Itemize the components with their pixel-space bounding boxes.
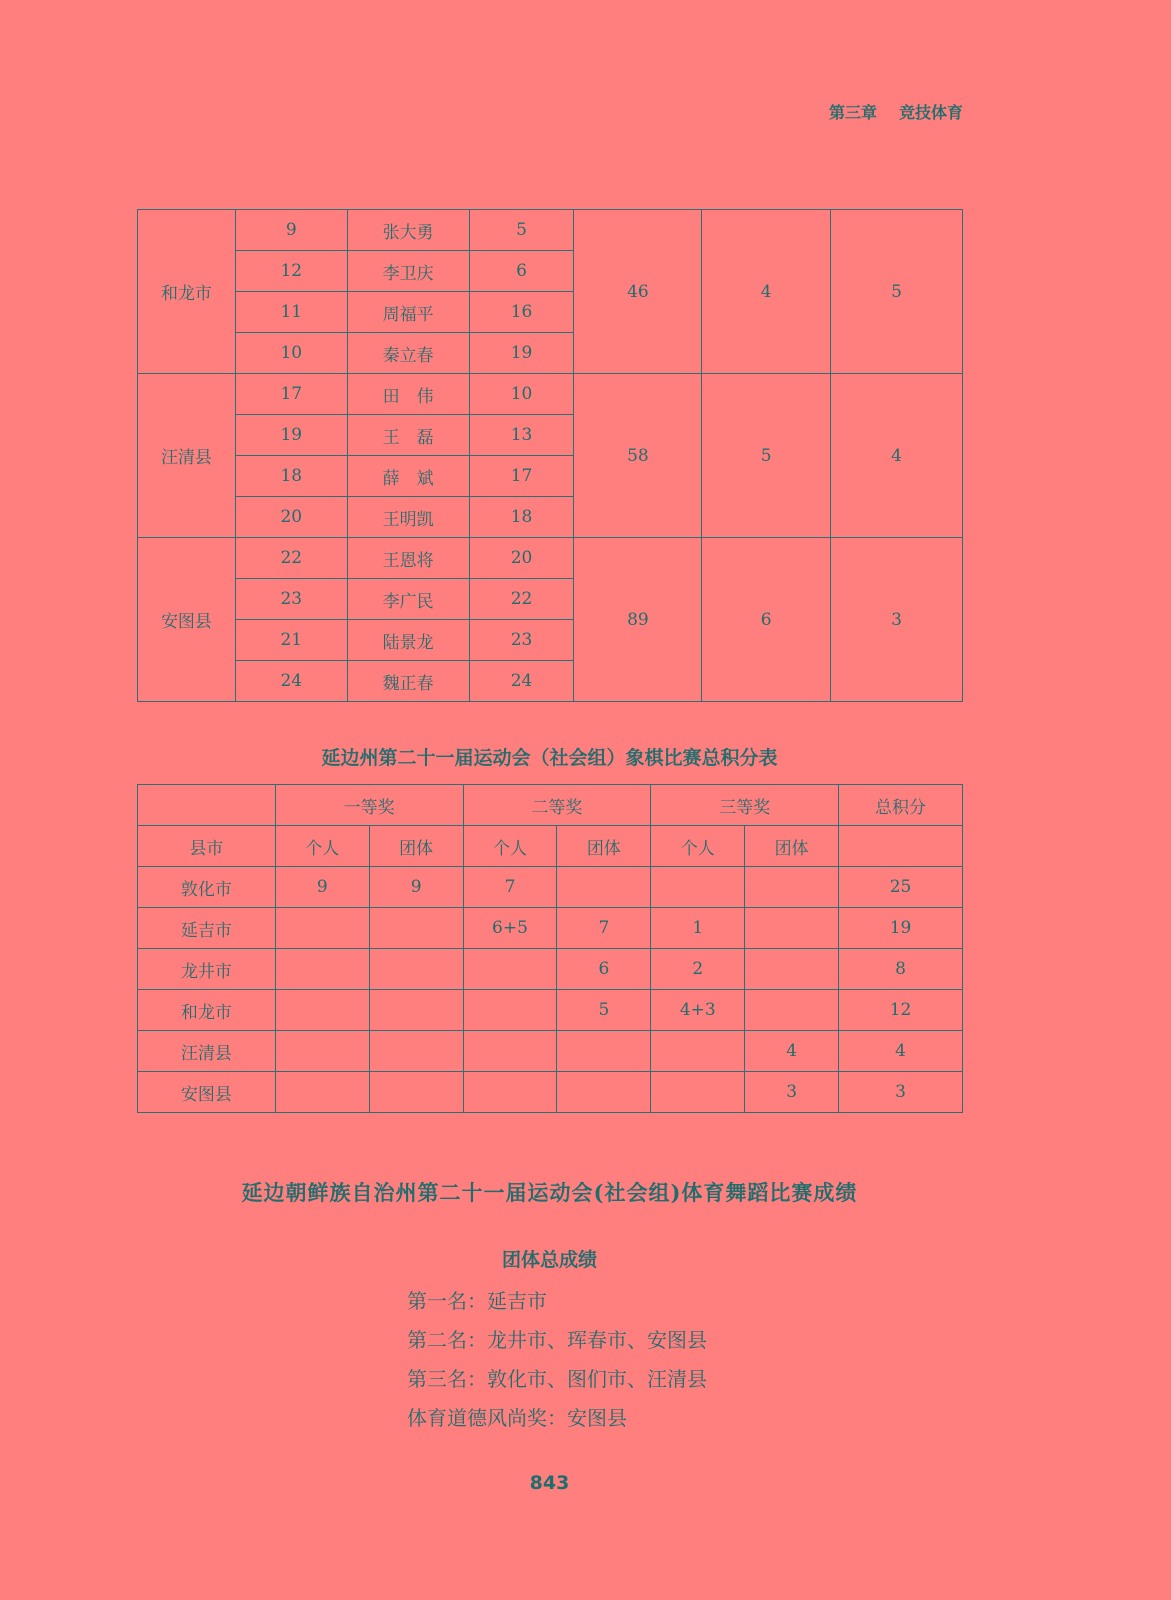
county-cell: 汪清县 <box>138 1031 276 1072</box>
value-cell: 1 <box>651 908 745 949</box>
total-cell: 89 <box>574 538 702 702</box>
table-row <box>138 374 963 415</box>
table-row <box>138 990 963 1031</box>
section-label: 竞技体育 <box>898 103 963 122</box>
value-cell: 7 <box>557 908 651 949</box>
value-cell <box>463 990 557 1031</box>
number-cell: 11 <box>235 292 347 333</box>
chess-score-table <box>137 784 963 1113</box>
value-cell: 9 <box>369 867 463 908</box>
value-cell <box>275 949 369 990</box>
name-cell: 秦立春 <box>347 333 469 374</box>
table-row <box>138 908 963 949</box>
header-cell: 团体 <box>557 826 651 867</box>
dance-subtitle: 团体总成绩 <box>501 1249 597 1271</box>
place-cell: 18 <box>469 497 574 538</box>
header-cell: 二等奖 <box>463 785 651 826</box>
name-cell: 魏正春 <box>347 661 469 702</box>
value-cell: 25 <box>839 867 963 908</box>
value-cell <box>557 1031 651 1072</box>
name-cell: 李卫庆 <box>347 251 469 292</box>
place-cell: 24 <box>469 661 574 702</box>
county-cell: 延吉市 <box>138 908 276 949</box>
value-cell: 7 <box>463 867 557 908</box>
value-cell: 4 <box>745 1031 839 1072</box>
score-cell: 3 <box>831 538 963 702</box>
place-cell: 16 <box>469 292 574 333</box>
page-number: 843 <box>529 1472 570 1494</box>
header-cell: 个人 <box>651 826 745 867</box>
value-cell: 3 <box>839 1072 963 1113</box>
total-cell: 58 <box>574 374 702 538</box>
place-cell: 20 <box>469 538 574 579</box>
value-cell <box>275 1072 369 1113</box>
table-row <box>138 949 963 990</box>
place-cell: 19 <box>469 333 574 374</box>
rank-cell: 4 <box>702 210 831 374</box>
county-cell: 安图县 <box>138 1072 276 1113</box>
place-cell: 22 <box>469 579 574 620</box>
value-cell <box>651 1072 745 1113</box>
award-list <box>407 1282 707 1438</box>
name-cell: 薛 斌 <box>347 456 469 497</box>
value-cell <box>369 1031 463 1072</box>
header-row <box>138 785 963 826</box>
place-cell: 5 <box>469 210 574 251</box>
name-cell: 王明凯 <box>347 497 469 538</box>
value-cell <box>369 908 463 949</box>
chapter-label: 第三章 <box>828 103 877 122</box>
value-cell <box>463 1031 557 1072</box>
header-cell: 三等奖 <box>651 785 839 826</box>
team-result-table <box>137 209 963 702</box>
rank-cell: 6 <box>702 538 831 702</box>
number-cell: 19 <box>235 415 347 456</box>
dance-title: 延边朝鲜族自治州第二十一届运动会(社会组)体育舞蹈比赛成绩 <box>241 1180 858 1205</box>
value-cell <box>745 867 839 908</box>
page-header <box>807 100 963 123</box>
number-cell: 12 <box>235 251 347 292</box>
rank-cell: 5 <box>702 374 831 538</box>
value-cell: 4+3 <box>651 990 745 1031</box>
header-blank-cell <box>138 785 276 826</box>
number-cell: 17 <box>235 374 347 415</box>
value-cell <box>275 1031 369 1072</box>
total-cell: 46 <box>574 210 702 374</box>
value-cell: 6+5 <box>463 908 557 949</box>
header-cell: 县市 <box>138 826 276 867</box>
table-row <box>138 1072 963 1113</box>
table-row <box>138 210 963 251</box>
place-cell: 10 <box>469 374 574 415</box>
value-cell: 19 <box>839 908 963 949</box>
value-cell: 4 <box>839 1031 963 1072</box>
county-cell: 和龙市 <box>138 990 276 1031</box>
place-cell: 6 <box>469 251 574 292</box>
number-cell: 10 <box>235 333 347 374</box>
place-cell: 17 <box>469 456 574 497</box>
value-cell <box>745 908 839 949</box>
value-cell <box>369 1072 463 1113</box>
number-cell: 22 <box>235 538 347 579</box>
city-cell: 和龙市 <box>138 210 236 374</box>
value-cell <box>651 1031 745 1072</box>
header-cell: 个人 <box>275 826 369 867</box>
header-cell: 一等奖 <box>275 785 463 826</box>
number-cell: 9 <box>235 210 347 251</box>
value-cell <box>557 1072 651 1113</box>
county-cell: 敦化市 <box>138 867 276 908</box>
value-cell <box>745 949 839 990</box>
number-cell: 20 <box>235 497 347 538</box>
name-cell: 周福平 <box>347 292 469 333</box>
value-cell <box>463 1072 557 1113</box>
city-cell: 汪清县 <box>138 374 236 538</box>
value-cell <box>369 949 463 990</box>
value-cell: 8 <box>839 949 963 990</box>
name-cell: 张大勇 <box>347 210 469 251</box>
value-cell: 2 <box>651 949 745 990</box>
award-item: 第一名：延吉市 <box>407 1289 547 1313</box>
value-cell <box>651 867 745 908</box>
name-cell: 田 伟 <box>347 374 469 415</box>
place-cell: 13 <box>469 415 574 456</box>
value-cell <box>745 990 839 1031</box>
value-cell: 3 <box>745 1072 839 1113</box>
header-blank-cell <box>839 826 963 867</box>
table-row <box>138 867 963 908</box>
name-cell: 陆景龙 <box>347 620 469 661</box>
value-cell: 12 <box>839 990 963 1031</box>
value-cell <box>275 990 369 1031</box>
number-cell: 21 <box>235 620 347 661</box>
name-cell: 李广民 <box>347 579 469 620</box>
header-cell: 个人 <box>463 826 557 867</box>
award-item: 体育道德风尚奖：安图县 <box>407 1406 627 1430</box>
header-cell: 团体 <box>369 826 463 867</box>
award-item: 第二名：龙井市、珲春市、安图县 <box>407 1328 707 1352</box>
value-cell <box>275 908 369 949</box>
number-cell: 23 <box>235 579 347 620</box>
value-cell <box>557 867 651 908</box>
city-cell: 安图县 <box>138 538 236 702</box>
name-cell: 王 磊 <box>347 415 469 456</box>
number-cell: 18 <box>235 456 347 497</box>
score-cell: 4 <box>831 374 963 538</box>
award-item: 第三名：敦化市、图们市、汪清县 <box>407 1367 707 1391</box>
value-cell <box>463 949 557 990</box>
value-cell: 5 <box>557 990 651 1031</box>
name-cell: 王恩将 <box>347 538 469 579</box>
header-cell: 总积分 <box>839 785 963 826</box>
number-cell: 24 <box>235 661 347 702</box>
value-cell: 9 <box>275 867 369 908</box>
table-row <box>138 1031 963 1072</box>
table-row <box>138 538 963 579</box>
county-cell: 龙井市 <box>138 949 276 990</box>
score-cell: 5 <box>831 210 963 374</box>
score-table-title: 延边州第二十一届运动会（社会组）象棋比赛总积分表 <box>321 747 778 769</box>
header-row <box>138 826 963 867</box>
value-cell: 6 <box>557 949 651 990</box>
place-cell: 23 <box>469 620 574 661</box>
header-cell: 团体 <box>745 826 839 867</box>
value-cell <box>369 990 463 1031</box>
